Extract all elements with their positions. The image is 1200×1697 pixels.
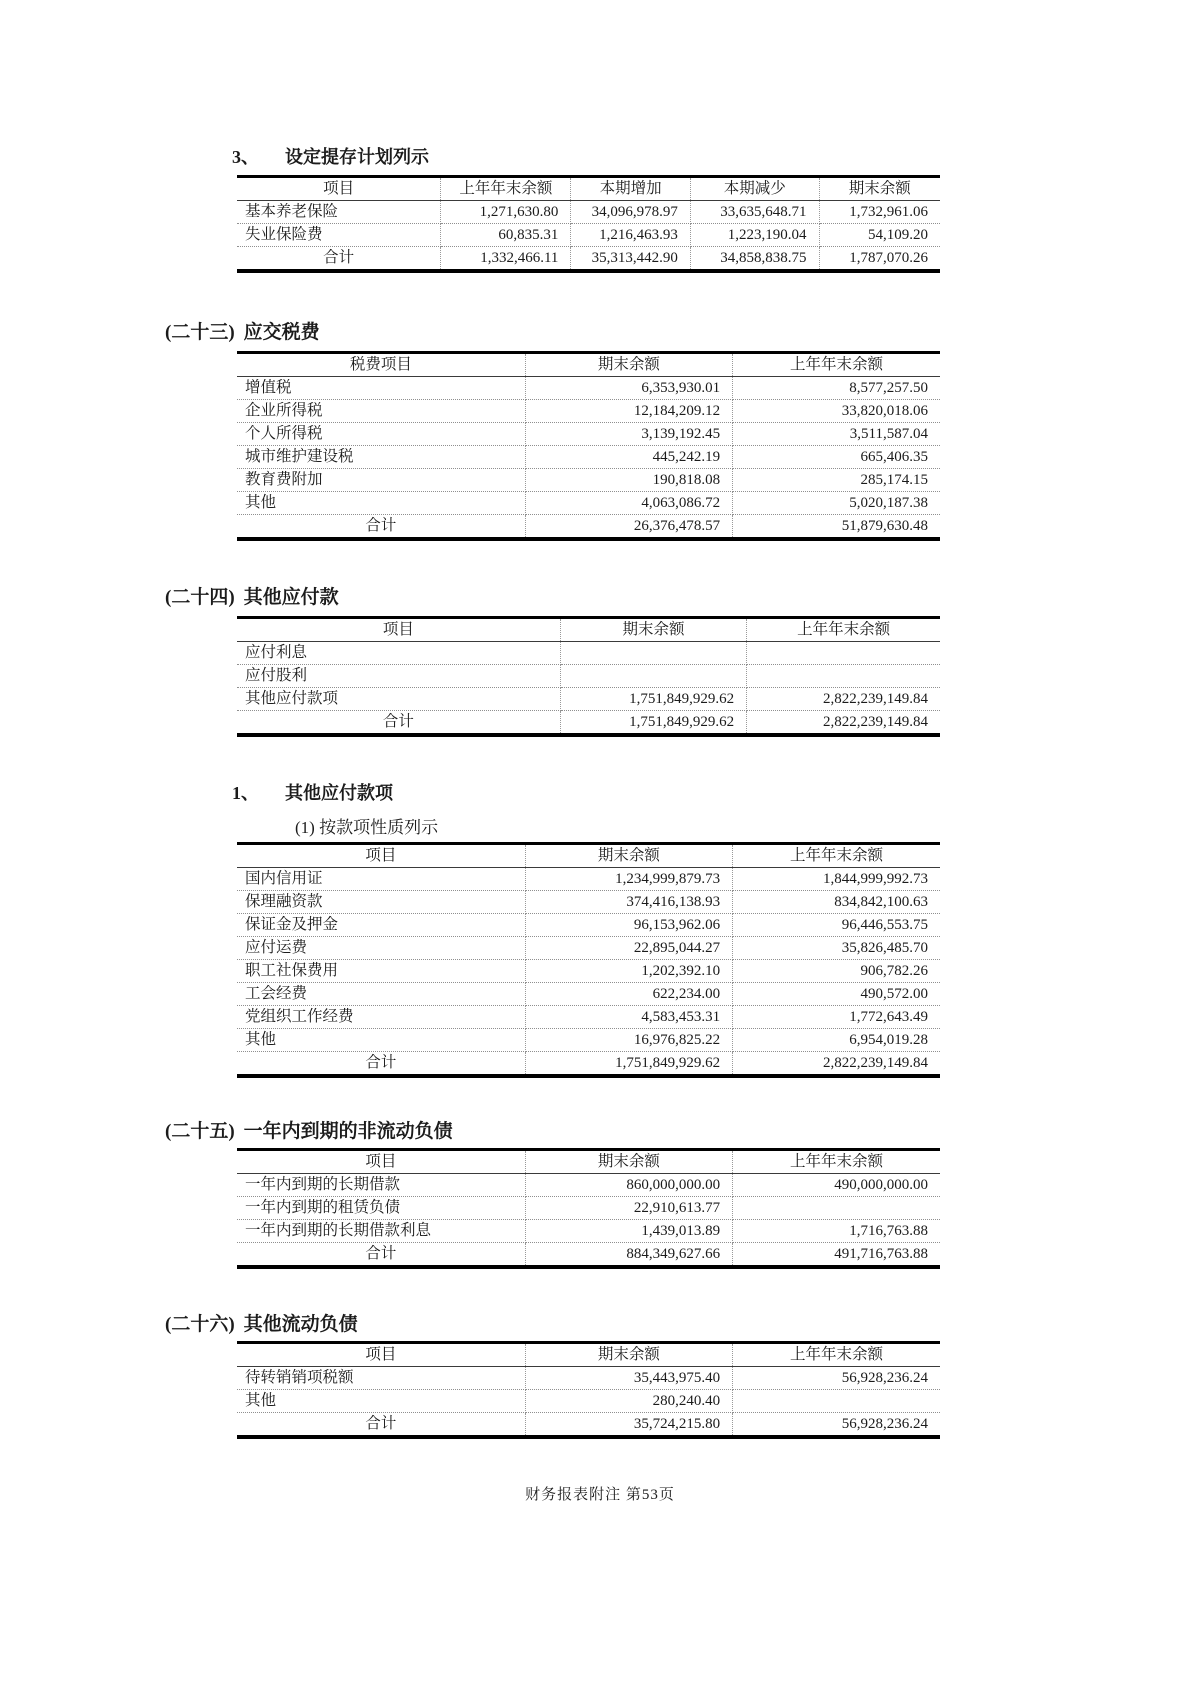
total-row	[237, 711, 940, 736]
other-payables-table	[237, 616, 940, 737]
table-row	[237, 937, 940, 960]
row-label: 失业保险费	[237, 224, 441, 247]
cell-value: 34,858,838.75	[690, 247, 819, 272]
cell-value: 1,234,999,879.73	[525, 868, 732, 891]
section-number: 3、	[232, 147, 259, 167]
header-row	[237, 618, 940, 642]
section-number: (二十三)	[165, 322, 235, 343]
section-heading-taxes-payable	[165, 321, 1200, 345]
table-row	[237, 1029, 940, 1052]
cell-value: 33,820,018.06	[733, 400, 940, 423]
row-label: 企业所得税	[237, 400, 525, 423]
section-title: 其他应付款	[243, 587, 339, 608]
cell-value: 56,928,236.24	[841, 1416, 928, 1432]
cell-value: 490,572.00	[733, 983, 940, 1006]
column-header: 本期减少	[690, 177, 819, 201]
row-label: 合计	[237, 1052, 525, 1077]
table-row	[237, 868, 940, 891]
cell-value: 665,406.35	[733, 446, 940, 469]
cell-value: 1,772,643.49	[733, 1006, 940, 1029]
cell-value: 1,732,961.06	[819, 201, 940, 224]
page-footer: 财务报表附注 第53页	[525, 1487, 675, 1503]
row-label: 应付利息	[237, 642, 560, 665]
table-row	[237, 642, 940, 665]
row-label: 应付股利	[237, 665, 560, 688]
table-row	[237, 665, 940, 688]
table-row	[237, 377, 940, 400]
cell-value: 1,716,763.88	[733, 1220, 940, 1243]
defined-contribution-plan-table	[237, 175, 940, 273]
section-number: (二十六)	[165, 1314, 235, 1335]
table-row	[237, 1367, 940, 1390]
cell-value: 33,635,648.71	[690, 201, 819, 224]
header-row	[237, 1343, 940, 1367]
other-payables-detail-table	[237, 842, 940, 1078]
cell-value: 1,787,070.26	[849, 250, 928, 266]
row-label: 其他应付款项	[237, 688, 560, 711]
header-row	[237, 844, 940, 868]
cell-value: 1,751,849,929.62	[525, 1052, 732, 1077]
cell-value: 96,153,962.06	[525, 914, 732, 937]
row-label: 合计	[237, 247, 441, 272]
cell-value: 5,020,187.38	[733, 492, 940, 515]
section-heading-other-payables-detail	[232, 782, 1200, 804]
cell-value: 6,353,930.01	[525, 377, 732, 400]
cell-value	[733, 1390, 940, 1413]
table-row	[237, 914, 940, 937]
cell-value: 51,879,630.48	[841, 518, 928, 534]
cell-value: 2,822,239,149.84	[747, 688, 940, 711]
row-label: 合计	[237, 1413, 525, 1438]
cell-value: 35,443,975.40	[525, 1367, 732, 1390]
column-header: 项目	[237, 177, 441, 201]
column-header: 项目	[237, 1150, 525, 1174]
table-row	[237, 1006, 940, 1029]
row-label: 基本养老保险	[237, 201, 441, 224]
section-heading-defined-contribution	[232, 146, 1200, 168]
cell-value: 56,928,236.24	[733, 1367, 940, 1390]
section-number: (二十四)	[165, 587, 235, 608]
total-row	[237, 1052, 940, 1077]
noncurrent-liabilities-due-table	[237, 1148, 940, 1269]
row-label: 其他	[237, 492, 525, 515]
cell-value: 1,751,849,929.62	[560, 711, 746, 736]
column-header: 期末余额	[560, 618, 746, 642]
section-heading-other-current-liabilities	[165, 1313, 1200, 1337]
cell-value: 906,782.26	[733, 960, 940, 983]
row-label: 合计	[237, 1243, 525, 1268]
cell-value: 60,835.31	[441, 224, 571, 247]
cell-value: 860,000,000.00	[525, 1174, 732, 1197]
table-row	[237, 1390, 940, 1413]
section-heading-other-payables	[165, 586, 1200, 610]
cell-value: 190,818.08	[525, 469, 732, 492]
row-label: 一年内到期的租赁负债	[237, 1197, 525, 1220]
cell-value: 22,895,044.27	[525, 937, 732, 960]
table-row	[237, 446, 940, 469]
total-row	[237, 247, 940, 272]
column-header: 上年年末余额	[733, 1150, 940, 1174]
cell-value: 8,577,257.50	[733, 377, 940, 400]
row-label: 一年内到期的长期借款利息	[237, 1220, 525, 1243]
cell-value: 54,109.20	[819, 224, 940, 247]
column-header: 上年年末余额	[733, 1343, 940, 1367]
cell-value: 1,844,999,992.73	[733, 868, 940, 891]
cell-value: 12,184,209.12	[525, 400, 732, 423]
cell-value: 1,751,849,929.62	[560, 688, 746, 711]
cell-value: 2,822,239,149.84	[823, 714, 928, 730]
column-header: 期末余额	[525, 1343, 732, 1367]
column-header: 项目	[237, 844, 525, 868]
cell-value: 280,240.40	[525, 1390, 732, 1413]
header-row	[237, 1150, 940, 1174]
total-row	[237, 1413, 940, 1438]
table-row	[237, 1197, 940, 1220]
table-row	[237, 201, 940, 224]
cell-value: 22,910,613.77	[525, 1197, 732, 1220]
cell-value: 1,271,630.80	[441, 201, 571, 224]
cell-value: 26,376,478.57	[525, 515, 732, 540]
column-header: 项目	[237, 618, 560, 642]
cell-value: 1,223,190.04	[690, 224, 819, 247]
cell-value: 1,216,463.93	[571, 224, 691, 247]
row-label: 应付运费	[237, 937, 525, 960]
total-row	[237, 1243, 940, 1268]
row-label: 城市维护建设税	[237, 446, 525, 469]
header-row	[237, 177, 940, 201]
cell-value: 1,439,013.89	[525, 1220, 732, 1243]
cell-value: 285,174.15	[733, 469, 940, 492]
row-label: 党组织工作经费	[237, 1006, 525, 1029]
section-title: 应交税费	[243, 322, 320, 343]
cell-value: 35,313,442.90	[571, 247, 691, 272]
total-row	[237, 515, 940, 540]
cell-value: 3,139,192.45	[525, 423, 732, 446]
column-header: 上年年末余额	[733, 844, 940, 868]
cell-value: 374,416,138.93	[525, 891, 732, 914]
cell-value: 35,724,215.80	[525, 1413, 732, 1438]
taxes-payable-table	[237, 351, 940, 541]
subsection-heading-by-nature: (1) 按款项性质列示	[295, 818, 439, 837]
row-label: 工会经费	[237, 983, 525, 1006]
column-header: 上年年末余额	[441, 177, 571, 201]
section-title: 一年内到期的非流动负债	[243, 1121, 453, 1142]
row-label: 国内信用证	[237, 868, 525, 891]
cell-value: 1,202,392.10	[525, 960, 732, 983]
column-header: 期末余额	[525, 353, 732, 377]
cell-value: 16,976,825.22	[525, 1029, 732, 1052]
cell-value: 35,826,485.70	[733, 937, 940, 960]
cell-value: 1,332,466.11	[441, 247, 571, 272]
cell-value: 2,822,239,149.84	[823, 1055, 928, 1071]
column-header: 期末余额	[525, 844, 732, 868]
table-row	[237, 688, 940, 711]
row-label: 个人所得税	[237, 423, 525, 446]
table-row	[237, 960, 940, 983]
cell-value: 6,954,019.28	[733, 1029, 940, 1052]
row-label: 合计	[237, 711, 560, 736]
row-label: 一年内到期的长期借款	[237, 1174, 525, 1197]
column-header: 本期增加	[571, 177, 691, 201]
cell-value: 3,511,587.04	[733, 423, 940, 446]
cell-value	[747, 665, 940, 688]
column-header: 上年年末余额	[747, 618, 940, 642]
cell-value: 4,063,086.72	[525, 492, 732, 515]
section-number: (二十五)	[165, 1121, 235, 1142]
row-label: 保理融资款	[237, 891, 525, 914]
section-title: 其他流动负债	[243, 1314, 358, 1335]
table-row	[237, 492, 940, 515]
cell-value	[747, 642, 940, 665]
row-label: 其他	[237, 1390, 525, 1413]
cell-value: 490,000,000.00	[733, 1174, 940, 1197]
row-label: 教育费附加	[237, 469, 525, 492]
other-current-liabilities-table	[237, 1341, 940, 1439]
column-header: 上年年末余额	[733, 353, 940, 377]
row-label: 职工社保费用	[237, 960, 525, 983]
column-header: 税费项目	[237, 353, 525, 377]
cell-value: 34,096,978.97	[571, 201, 691, 224]
column-header: 期末余额	[525, 1150, 732, 1174]
row-label: 合计	[237, 515, 525, 540]
cell-value: 96,446,553.75	[733, 914, 940, 937]
table-row	[237, 1174, 940, 1197]
section-number: 1、	[232, 783, 259, 803]
column-header: 期末余额	[819, 177, 940, 201]
row-label: 待转销销项税额	[237, 1367, 525, 1390]
cell-value: 4,583,453.31	[525, 1006, 732, 1029]
header-row	[237, 353, 940, 377]
cell-value: 834,842,100.63	[733, 891, 940, 914]
cell-value	[560, 665, 746, 688]
section-heading-noncurrent-liabilities-due	[165, 1120, 1200, 1144]
cell-value: 622,234.00	[525, 983, 732, 1006]
section-title: 其他应付款项	[285, 783, 393, 803]
table-row	[237, 891, 940, 914]
section-title: 设定提存计划列示	[285, 147, 429, 167]
cell-value	[560, 642, 746, 665]
table-row	[237, 423, 940, 446]
table-row	[237, 983, 940, 1006]
cell-value: 884,349,627.66	[525, 1243, 732, 1268]
table-row	[237, 400, 940, 423]
column-header: 项目	[237, 1343, 525, 1367]
table-row	[237, 224, 940, 247]
table-row	[237, 469, 940, 492]
row-label: 保证金及押金	[237, 914, 525, 937]
row-label: 增值税	[237, 377, 525, 400]
cell-value: 445,242.19	[525, 446, 732, 469]
table-row	[237, 1220, 940, 1243]
row-label: 其他	[237, 1029, 525, 1052]
cell-value: 491,716,763.88	[834, 1246, 928, 1262]
cell-value	[733, 1197, 940, 1220]
